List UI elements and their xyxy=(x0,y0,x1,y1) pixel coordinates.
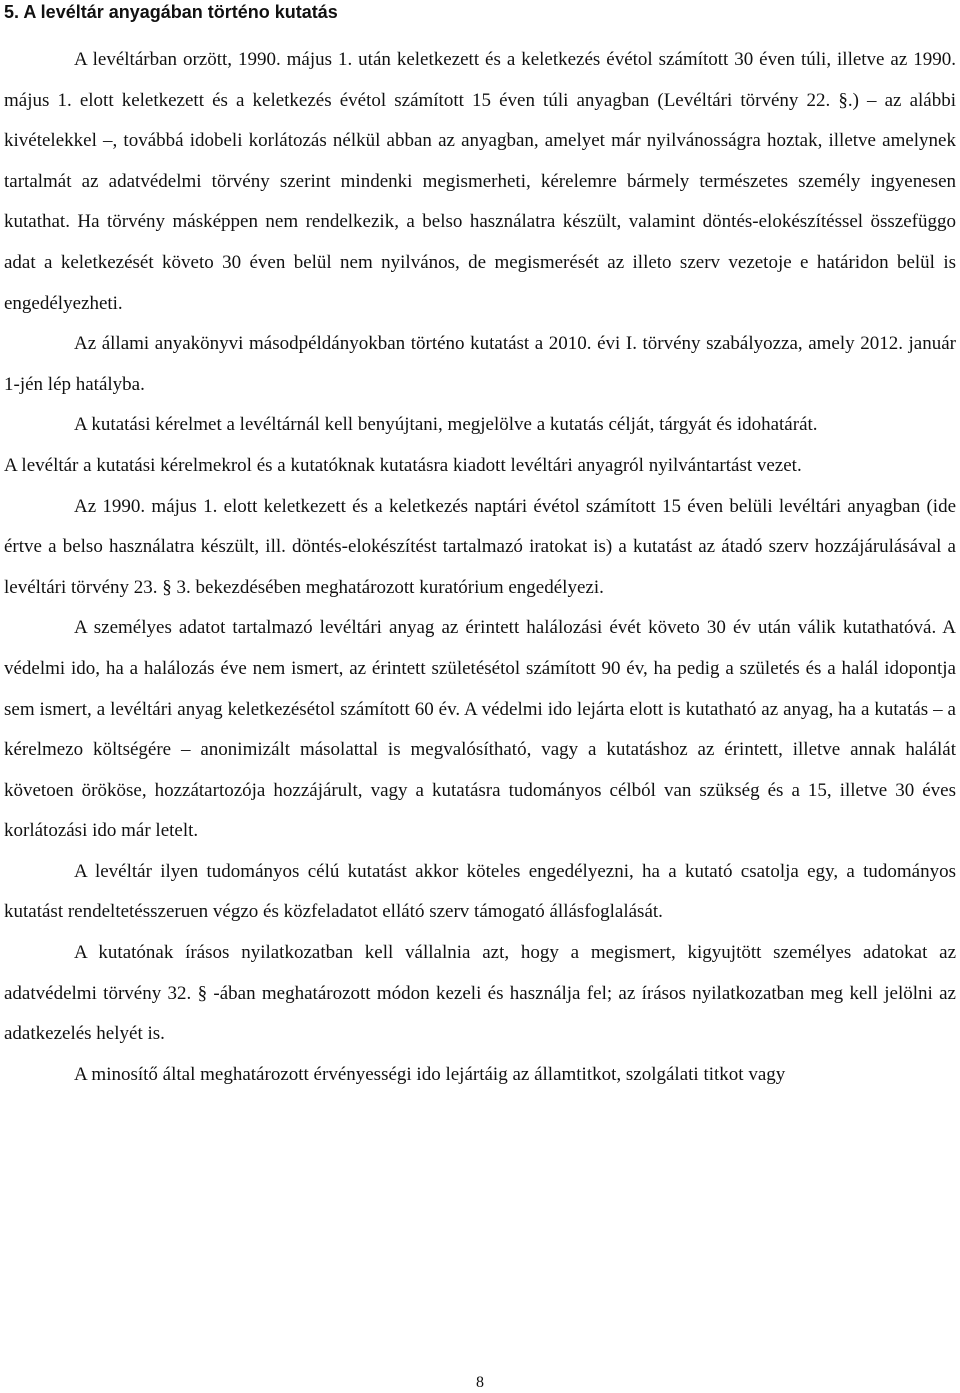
paragraph-scientific-research-permit: A levéltár ilyen tudományos célú kutatást akkor köteles engedélyezni, ha a kutató csatolja egy, a tudományos kutatást rendeltetésszeruen végzo és közfeladatot ellátó szerv támogató állásfoglalását. xyxy=(4,860,956,923)
paragraph-classified-information: A minosítő által meghatározott érvényességi ido lejártáig az államtitkot, szolgálati titkot vagy xyxy=(74,1063,786,1085)
paragraph-researcher-declaration: A kutatónak írásos nyilatkozatban kell vállalnia azt, hogy a megismert, kigyujtött személyes adatokat az adatvédelmi törvény 32. § -ában meghatározott módon kezeli és használja fel; az írásos nyilatkozatban meg kell jelölni az adatkezelés helyét is. xyxy=(4,942,956,1045)
document-body xyxy=(4,40,956,1095)
paragraph-curatorium-approval: Az 1990. május 1. elott keletkezett és a keletkezés naptári évétol számított 15 éven belüli levéltári anyagban (ide értve a belso használatra készült, ill. döntés-elokészítést tartalmazó iratokat is) a kutatást az átadó szerv hozzájárulásával a levéltári törvény 23. § 3. bekezdésében meghatározott kuratórium engedélyezi. xyxy=(4,495,956,598)
paragraph-civil-registry-research: Az állami anyakönyvi másodpéldányokban történo kutatást a 2010. évi I. törvény szabályozza, amely 2012. január 1-jén lép hatályba. xyxy=(4,333,956,395)
paragraph-archive-research-rules: A levéltárban orzött, 1990. május 1. után keletkezett és a keletkezés évétol számított 30 éven túli, illetve az 1990. május 1. elott keletkezett és a keletkezés évétol számított 15 éven túli anyagban (Levéltári törvény 22. §.) – az alábbi kivételekkel –, továbbá idobeli korlátozás nélkül abban az anyagban, amelyet már nyilvánosságra hoztak, illetve amelynek tartalmát az adatvédelmi törvény szerint mindenki megismerheti, kérelemre bármely természetes személy ingyenesen kutathat. Ha törvény másképpen nem rendelkezik, a belso használatra készült, valamint döntés-elokészítéssel összefüggo adat a keletkezését követo 30 éven belül nem nyilvános, de megismerését az illeto szerv vezetoje e határidon belül is engedélyezheti. xyxy=(4,49,956,314)
section-heading: 5. A levéltár anyagában történo kutatás xyxy=(4,2,338,22)
paragraph-personal-data-protection: A személyes adatot tartalmazó levéltári anyag az érintett halálozási évét követo 30 év után válik kutathatóvá. A védelmi ido, ha a halálozás éve nem ismert, az érintett születésétol számított 90 év, ha pedig a születés és a halál idopontja sem ismert, a levéltári anyag keletkezésétol számított 60 év. A védelmi ido lejárta elott is kutatható az anyag, ha a kutatás – a kérelmezo költségére – anonimizált másolattal is megvalósítható, vagy a kutatáshoz az érintett, illetve annak halálát követoen örököse, hozzátartozója hozzájárult, vagy a kutatásra tudományos célból van szükség és a 15, illetve 30 éves korlátozási ido már letelt. xyxy=(4,617,956,842)
paragraph-research-register: A levéltár a kutatási kérelmekrol és a kutatóknak kutatásra kiadott levéltári anyagról nyilvántartást vezet. xyxy=(4,454,802,476)
page-number: 8 xyxy=(476,1374,484,1391)
paragraph-research-request: A kutatási kérelmet a levéltárnál kell benyújtani, megjelölve a kutatás célját, tárgyát és idohatárát. xyxy=(74,414,818,436)
